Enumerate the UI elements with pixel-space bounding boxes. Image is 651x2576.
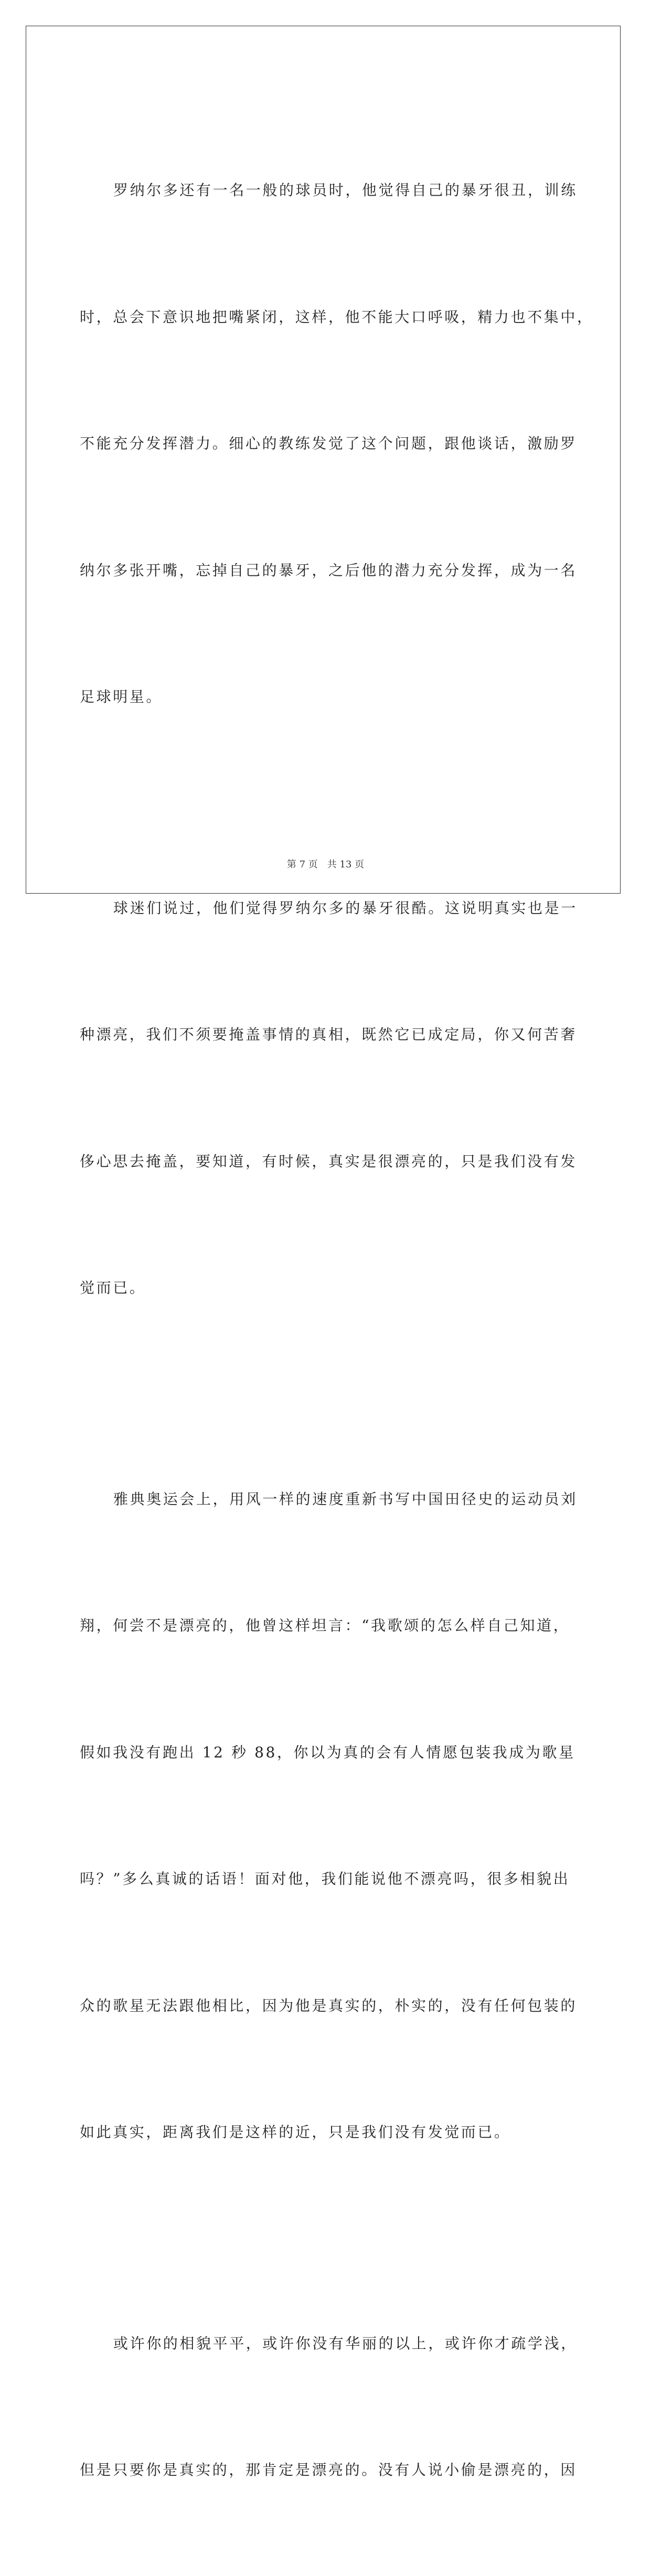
paragraph-3 [80, 1394, 578, 2238]
paragraph-4 [80, 2238, 578, 2576]
text-line: 觉而已。 [80, 1279, 146, 1296]
text-line: 如此真实，距离我们是这样的近，只是我们没有发觉而已。 [80, 2123, 511, 2141]
document-body [80, 85, 594, 2576]
text-line: 时，总会下意识地把嘴紧闭，这样，他不能大口呼吸，精力也不集中， [80, 308, 594, 326]
paragraph-1 [80, 85, 594, 803]
text-line: 足球明星。 [80, 688, 163, 705]
text-line: 不能充分发挥潜力。细心的教练发觉了这个问题，跟他谈话，激励罗 [80, 435, 578, 452]
text-line: 翔，何尝不是漂亮的，他曾这样坦言：“我歌颂的怎么样自己知道， [80, 1617, 570, 1634]
text-line: 纳尔多张开嘴，忘掉自己的暴牙，之后他的潜力充分发挥，成为一名 [80, 561, 578, 579]
text-line: 吗？”多么真诚的话语！面对他，我们能说他不漂亮吗，很多相貌出 [80, 1870, 570, 1887]
text-line: 侈心思去掩盖，要知道，有时候，真实是很漂亮的，只是我们没有发 [80, 1152, 578, 1170]
page-total: 共 13 页 [327, 859, 365, 870]
text-line: 球迷们说过，他们觉得罗纳尔多的暴牙很酷。这说明真实也是一 [113, 899, 578, 917]
text-line: 但是只要你是真实的，那肯定是漂亮的。没有人说小偷是漂亮的，因 [80, 2461, 578, 2478]
text-line: 假如我没有跑出 12 秒 88，你以为真的会有人情愿包装我成为歌星 [80, 1743, 575, 1761]
text-line: 雅典奥运会上，用风一样的速度重新书写中国田径史的运动员刘 [113, 1490, 578, 1508]
page-number: 第 7 页 [286, 859, 318, 870]
text-line: 或许你的相貌平平，或许你没有华丽的以上，或许你才疏学浅， [113, 2334, 578, 2352]
text-line: 罗纳尔多还有一名一般的球员时，他觉得自己的暴牙很丑，训练 [113, 181, 578, 199]
text-line: 种漂亮，我们不须要掩盖事情的真相，既然它已成定局，你又何苦奢 [80, 1026, 578, 1043]
text-line: 众的歌星无法跟他相比，因为他是真实的，朴实的，没有任何包装的 [80, 1997, 578, 2014]
paragraph-2 [80, 803, 578, 1394]
page-footer [0, 857, 651, 871]
